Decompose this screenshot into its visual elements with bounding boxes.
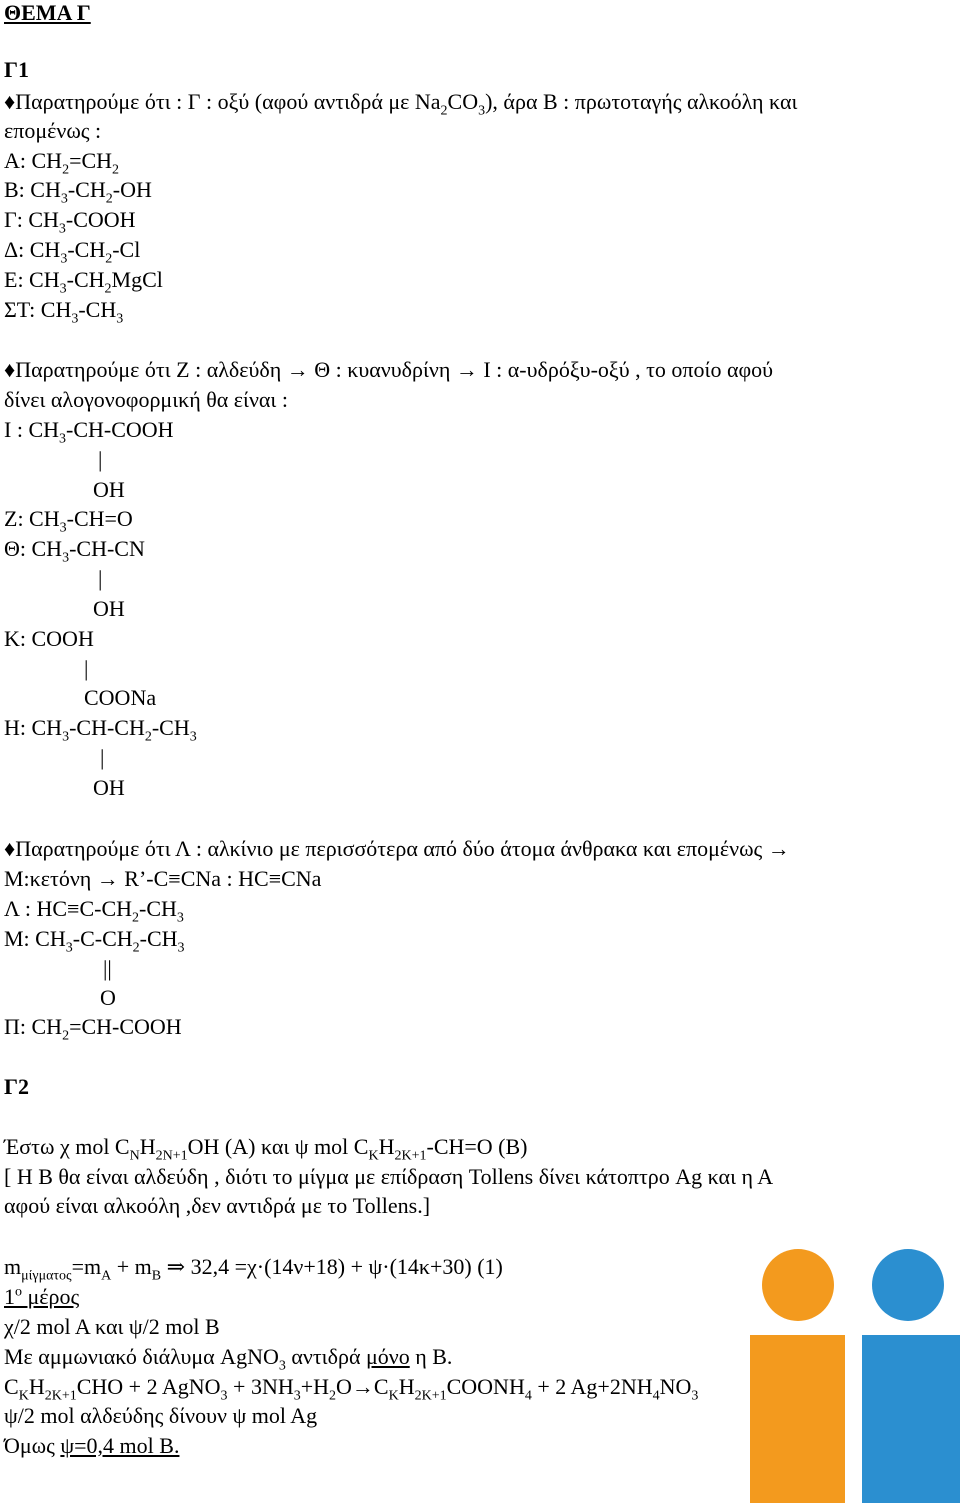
formula-th-oh: OH [93,596,125,621]
section-heading-g1: Γ1 [4,57,29,82]
formula-i: Ι : $CH_3-CH$-COOH [4,417,174,447]
formula-m-double-bond: || [103,956,112,981]
formula-h-bond: | [100,745,105,770]
formula-h: Η: $CH_3-CH-CH_2-CH_3$ [4,715,197,745]
ag-yield: ψ/2 mol αλδεύδης δίνουν ψ mol Ag [4,1403,318,1428]
psi-value: Όμως ψ=0,4 mol B. [4,1433,180,1458]
logo-blue-head [872,1249,944,1321]
tollens-equation: $C_KH_{2K+1}CHO + 2$ AgNO$_3$ + $3NH_3+H_2O\to C_KH_{2K+1}COONH_4 + 2$ $Ag+2NH_4NO_3$ [4,1374,699,1404]
formula-h-oh: OH [93,775,125,800]
formula-l: Λ : $HC\equiv C-CH_2-CH_3$ [4,896,184,926]
page-title: ΘΕΜΑ Γ [4,0,91,25]
formula-th-bond: | [98,566,103,591]
formula-z: Ζ: $CH_3-CH=O$ [4,506,133,536]
formula-b: B: $CH_3-CH_2-OH$ [4,177,152,207]
paragraph-2-line-1: ♦Παρατηρούμε ότι Ζ : αλδεύδη → Θ : κυανυδρίνη → Ι : α-υδρόξυ-οξύ , το οποίο αφού [4,357,774,382]
part-1-heading: $1^o$ μέρος [4,1284,80,1309]
g2-note-line-2: αφού είναι αλκοόλη ,δεν αντιδρά με το Tollens.] [4,1193,431,1218]
formula-k: Κ: COOH [4,626,94,651]
paragraph-2-line-2: δίνει αλογονοφορμική θα είναι : [4,387,288,412]
formula-m-o: O [100,985,116,1010]
formula-st: ΣΤ: $CH_3-CH_3$ [4,297,124,327]
formula-d: Δ: $CH_3-CH_2-Cl$ [4,237,141,267]
paragraph-3-line-1: ♦Παρατηρούμε ότι Λ : αλκίνιο με περισσότερα από δύο άτομα άνθρακα και επομένως → [4,836,790,861]
logo-watermark-icon [750,1245,960,1503]
mass-equation: $m_{\mu ί\gamma\mu\alpha\tau o\varsigma}=m_A + m_B$ ⇒ 32,4 =χ·(14ν+18) + ψ·(14κ+30) (1) [4,1254,503,1284]
paragraph-3-line-2: Μ:κετόνη → R’-C≡CNa : HC≡CNa [4,866,322,891]
formula-g: Γ: $CH_3$-COOH [4,207,136,237]
g2-assumption: Έστω χ mol $C_NH_{2N+1}OH$ (A) και ψ mol $C_KH_{2K+1}-CH=O$ (B) [4,1134,528,1164]
formula-th: Θ: $CH_3-CH-CN$ [4,536,145,566]
logo-orange-head [762,1249,834,1321]
formula-k-coona: COONa [84,685,157,710]
formula-i-oh: OH [93,477,125,502]
logo-blue-body [862,1335,960,1503]
mol-split: χ/2 mol A και ψ/2 mol B [4,1314,220,1339]
formula-a: A: $CH_2=CH_2$ [4,148,120,178]
formula-i-bond: | [98,447,103,472]
g2-note-line-1: [ Η Β θα είναι αλδεύδη , διότι το μίγμα με επίδραση Tollens δίνει κάτοπτρο Ag και η Α [4,1164,774,1189]
formula-k-bond: | [84,656,89,681]
paragraph-1-line-1: ♦Παρατηρούμε ότι : Γ : οξύ (αφού αντιδρά με $Na_2CO_3$), άρα Β : πρωτοταγής αλκοόλη και [4,89,798,119]
formula-m: Μ: $CH_3-C-CH_2-CH_3$ [4,926,185,956]
logo-orange-body [750,1335,845,1503]
paragraph-1-line-2: επομένως : [4,118,102,143]
reaction-note: Με αμμωνιακό διάλυμα AgNO$_3$ αντιδρά μόνο η Β. [4,1344,453,1374]
section-heading-g2: Γ2 [4,1074,29,1099]
formula-p: Π: $CH_2=CH$-COOH [4,1014,182,1044]
formula-e: E: $CH_3-CH_2MgCl$ [4,267,163,297]
